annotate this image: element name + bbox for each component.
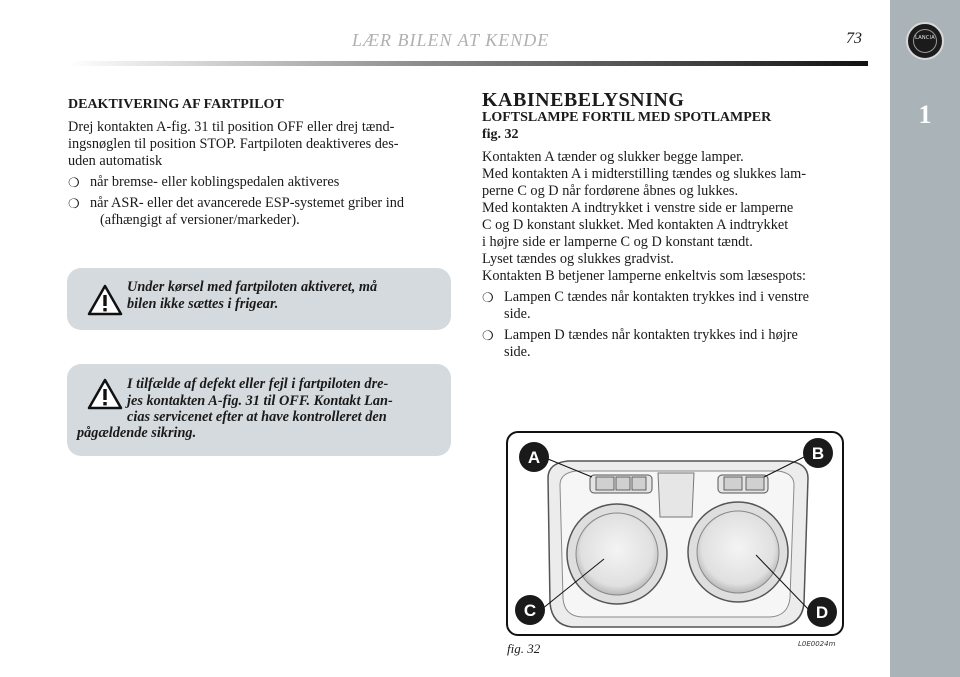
bullet-text: når bremse- eller koblingspedalen aktiveres (90, 174, 340, 190)
callout-label-a: A (527, 448, 541, 467)
bullet-marker: ❍ (68, 175, 80, 190)
paragraph-line: Kontakten B betjener lamperne enkeltvis som læsespots: (482, 268, 806, 284)
warning-box (67, 364, 451, 456)
section-heading: DEAKTIVERING AF FARTPILOT (68, 97, 284, 112)
paragraph-line: perne C og D når fordørene åbnes og lukkes. (482, 183, 739, 199)
bullet-text: Lampen D tændes når kontakten trykkes ind i højre (504, 327, 798, 343)
running-header-title: LÆR BILEN AT KENDE (352, 30, 550, 50)
bullet-item (68, 174, 452, 191)
sub-heading: LOFTSLAMPE FORTIL MED SPOTLAMPER (482, 110, 772, 125)
bullet-marker: ❍ (482, 290, 494, 305)
paragraph-line: Med kontakten A indtrykket i venstre side er lamperne (482, 200, 794, 216)
bullet-text: Lampen C tændes når kontakten trykkes ind i venstre (504, 289, 809, 305)
warning-triangle-icon (87, 378, 123, 410)
callout-label-b: B (811, 444, 825, 463)
paragraph-line: ingsnøglen til position STOP. Fartpiloten deaktiveres des- (68, 136, 399, 152)
warning-text: Under kørsel med fartpiloten aktiveret, må (127, 279, 378, 295)
bullet-item (68, 195, 452, 229)
figure-caption: fig. 32 (507, 641, 541, 656)
paragraph-line: Lyset tændes og slukkes gradvist. (482, 251, 674, 267)
warning-text: I tilfælde af defekt eller fejl i fartpiloten dre- (127, 376, 389, 392)
right-column (482, 89, 868, 361)
sub-heading: fig. 32 (482, 127, 519, 142)
left-column (68, 96, 452, 229)
bullet-item (482, 327, 868, 361)
bullet-text: (afhængigt af versioner/markeder). (100, 212, 300, 228)
warning-text: jes kontakten A-fig. 31 til OFF. Kontakt Lan- (127, 392, 393, 409)
chapter-number: 1 (918, 100, 932, 129)
figure-code: L0E0024m (798, 640, 836, 648)
warning-box (67, 268, 451, 330)
paragraph-line: Kontakten A tænder og slukker begge lamper. (482, 149, 744, 165)
bullet-item (482, 289, 868, 323)
paragraph-line: uden automatisk (68, 153, 163, 169)
warning-text: pågældende sikring. (77, 425, 197, 441)
header-rule (68, 61, 868, 66)
bullet-marker: ❍ (68, 196, 80, 211)
brand-logo (906, 22, 944, 60)
warning-text: bilen ikke sættes i frigear. (127, 295, 279, 312)
warning-text: cias servicenet efter at have kontrolleret den (127, 409, 387, 425)
bullet-text: side. (504, 306, 531, 322)
warning-triangle-icon (87, 284, 123, 316)
figure-32 (506, 431, 844, 636)
bullet-text: side. (504, 344, 531, 360)
ceiling-lamp-illustration (508, 433, 842, 634)
paragraph-line: C og D konstant slukket. Med kontakten A indtrykket (482, 217, 789, 233)
paragraph-line: Drej kontakten A-fig. 31 til position OFF eller drej tænd- (68, 119, 395, 135)
main-heading: KABINEBELYSNING (482, 89, 685, 111)
brand-logo-text: LANCIA (915, 35, 935, 41)
bullet-text: når ASR- eller det avancerede ESP-systemet griber ind (90, 195, 405, 211)
page-number: 73 (846, 30, 862, 47)
callout-label-c: C (523, 601, 537, 620)
callout-label-d: D (815, 603, 829, 622)
bullet-marker: ❍ (482, 328, 494, 343)
paragraph-line: i højre side er lamperne C og D konstant tændt. (482, 234, 753, 250)
paragraph-line: Med kontakten A i midterstilling tændes og slukkes lam- (482, 166, 807, 182)
